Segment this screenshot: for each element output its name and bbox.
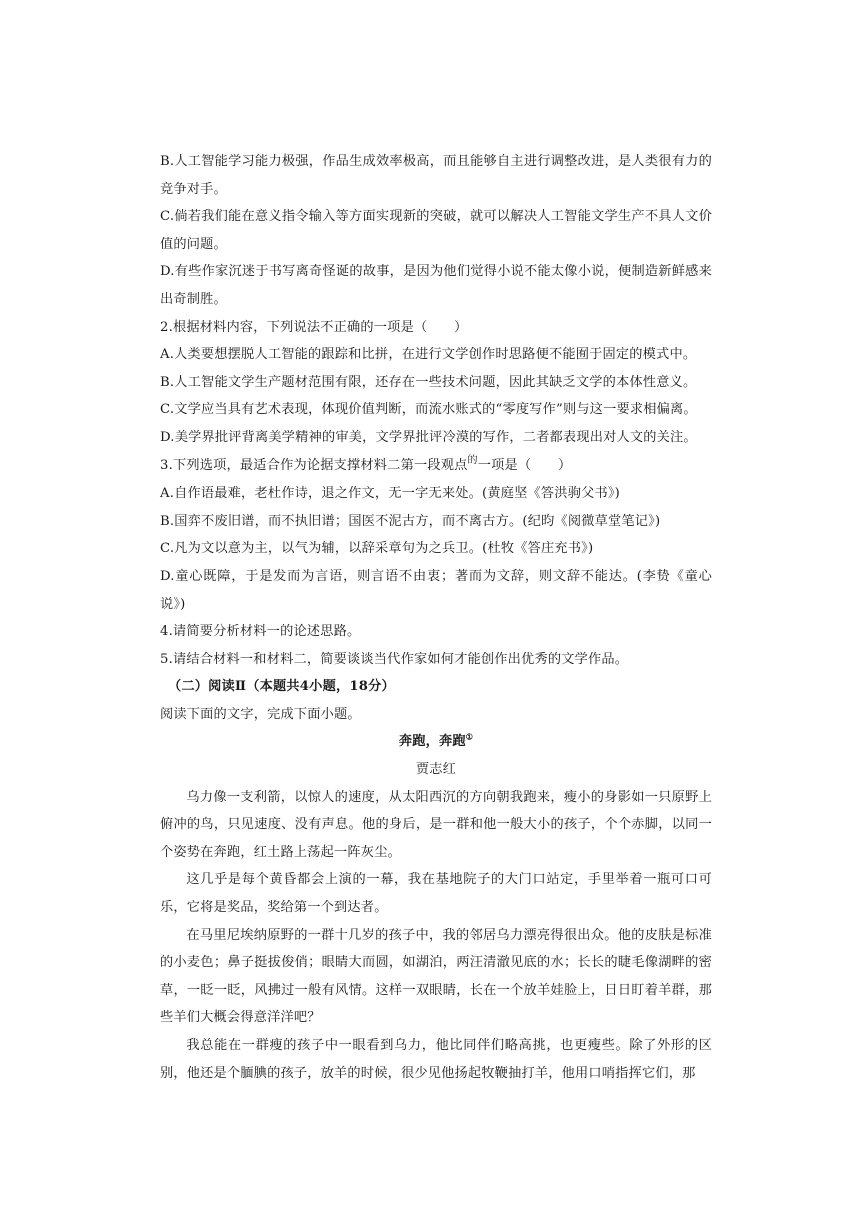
q3-stem-de: 的 (467, 454, 478, 466)
story-paragraph: 我总能在一群瘦的孩子中一眼看到乌力，他比同伴们略高挑，也更瘦些。除了外形的区别，他还是个腼腆的孩子，放羊的时候，很少见他扬起牧鞭抽打羊，他用口哨指挥它们，那 (160, 1038, 712, 1081)
reading-instruction: 阅读下面的文字，完成下面小题。 (160, 706, 361, 722)
q3-option-b: B.国弈不废旧谱，而不执旧谱；国医不泥古方，而不离古方。(纪昀《阅微草堂笔记》) (160, 513, 661, 529)
story-paragraph: 这几乎是每个黄昏都会上演的一幕，我在基地院子的大门口站定，手里举着一瓶可口可乐，它将是奖品，奖给第一个到达者。 (160, 872, 712, 916)
story-author: 贾志红 (415, 762, 457, 778)
q3-option-d: D.童心既障，于是发而为言语，则言语不由衷；著而为文辞，则文辞不能达。(李贽《童心说》) (160, 568, 712, 612)
story-title-footnote-mark: ① (465, 732, 474, 743)
q2-stem: 2.根据材料内容，下列说法不正确的一项是（ ） (160, 319, 468, 335)
q4-stem: 4.请简要分析材料一的论述思路。 (160, 624, 361, 640)
story-title (160, 728, 712, 756)
q1-option-d: D.有些作家沉迷于书写离奇怪诞的故事，是因为他们觉得小说不能太像小说，便制造新鲜感来出奇制胜。 (160, 264, 712, 307)
story-paragraph: 在马里尼埃纳原野的一群十几岁的孩子中，我的邻居乌力漂亮得很出众。他的皮肤是标准的小麦色；鼻子挺拔俊俏；眼睛大而圆，如湖泊，两汪清澈见底的水；长长的睫毛像湖畔的密草，一眨一眨，风拂过一般有风情。这样一双眼睛，长在一个放羊娃脸上，日日盯着羊群，那些羊们大概会得意洋洋吧？ (160, 927, 712, 1026)
q3-stem-before: 3.下列选项，最适合作为论据支撑材料二第一段观点 (160, 457, 468, 473)
q5-stem: 5.请结合材料一和材料二，简要谈谈当代作家如何才能创作出优秀的文学作品。 (160, 651, 629, 667)
story-title-text: 奔跑，奔跑 (398, 734, 466, 750)
q3-option-c: C.凡为文以意为主，以气为辅，以辞采章句为之兵卫。(杜牧《答庄充书》) (160, 541, 594, 557)
q2-option-c: C.文学应当具有艺术表现，体现价值判断，而流水账式的“零度写作”则与这一要求相偏离。 (160, 402, 697, 418)
q1-option-c: C.倘若我们能在意义指令输入等方面实现新的突破，就可以解决人工智能文学生产不具人文价值的问题。 (160, 209, 712, 252)
q3-stem-after: 一项是（ ） (477, 457, 572, 473)
q3-stem (160, 452, 712, 481)
q3-option-a: A.自作语最难，老杜作诗，退之作文，无一字无来处。(黄庭坚《答洪驹父书》) (160, 486, 620, 502)
q2-option-d: D.美学界批评背离美学精神的审美，文学界批评冷漠的写作，二者都表现出对人文的关注。 (160, 429, 697, 445)
exam-page (160, 148, 712, 1087)
section-heading: （二）阅读Ⅱ（本题共4小题，18分） (168, 679, 395, 695)
q2-option-b: B.人工智能文学生产题材范围有限，还存在一些技术问题，因此其缺乏文学的本体性意义。 (160, 374, 697, 390)
q2-option-a: A.人类要想摆脱人工智能的跟踪和比拼，在进行文学创作时思路便不能囿于固定的模式中。 (160, 347, 697, 363)
story-paragraph: 乌力像一支利箭，以惊人的速度，从太阳西沉的方向朝我跑来，瘦小的身影如一只原野上俯冲的鸟，只见速度、没有声息。他的身后，是一群和他一般大小的孩子，个个赤脚，以同一个姿势在奔跑，红土路上荡起一阵灰尘。 (160, 789, 712, 860)
q1-option-b: B.人工智能学习能力极强，作品生成效率极高，而且能够自主进行调整改进，是人类很有力的竞争对手。 (160, 154, 712, 197)
